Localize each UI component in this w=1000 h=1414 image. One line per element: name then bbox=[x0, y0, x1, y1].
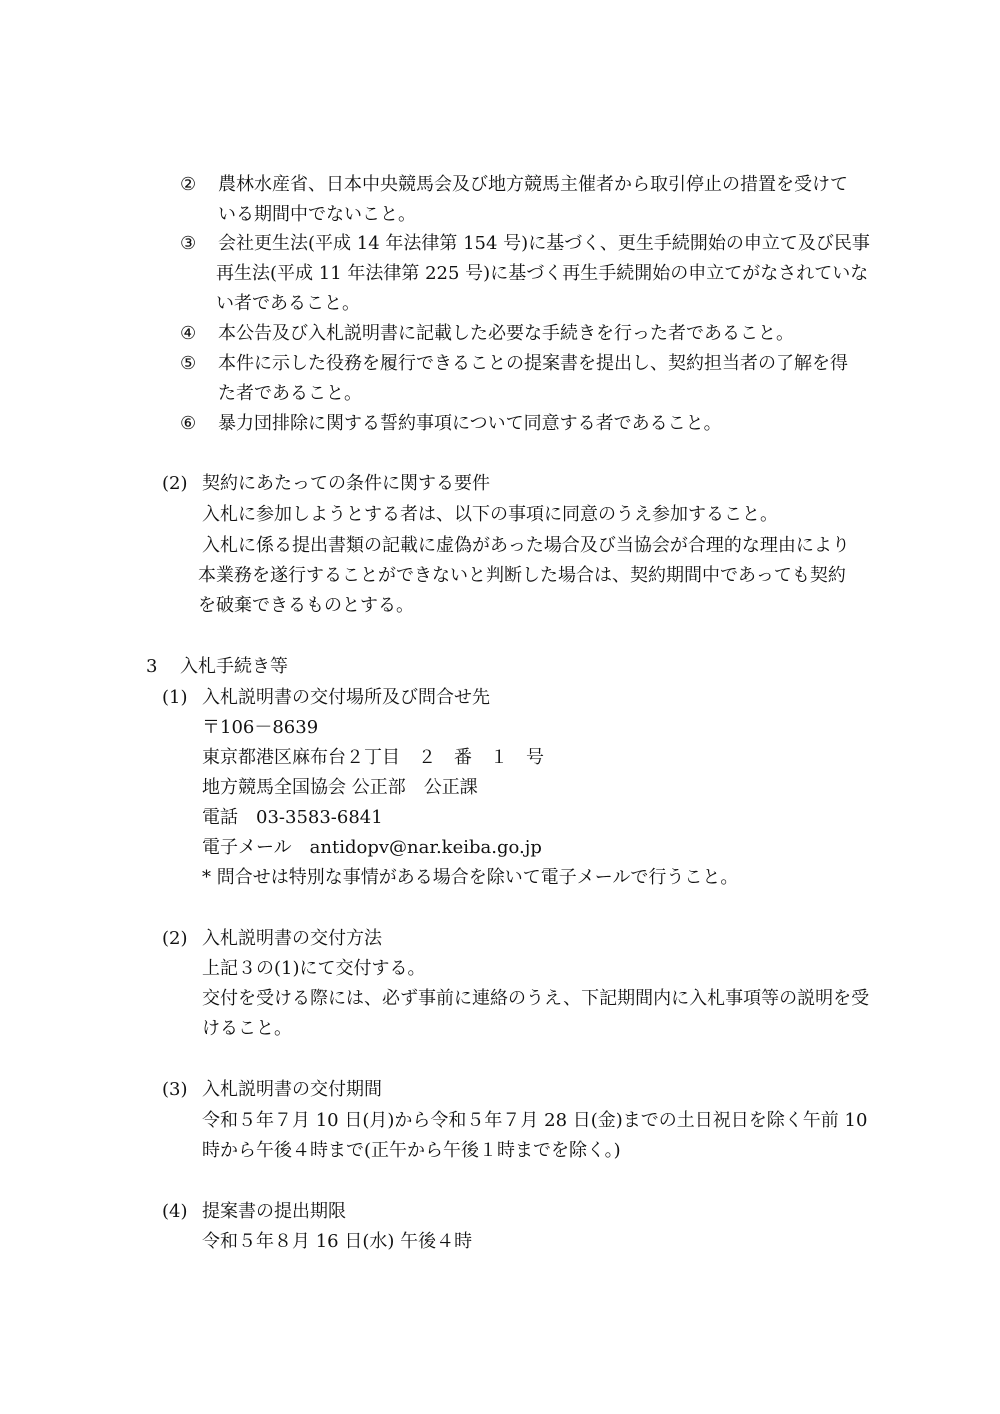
chapter-number: 3 bbox=[146, 656, 158, 677]
condition-number: ② bbox=[180, 174, 197, 195]
section-number: (2) bbox=[162, 473, 188, 494]
section-number: (1) bbox=[162, 687, 188, 708]
section-heading: 入札説明書の交付方法 bbox=[202, 928, 382, 949]
paragraph-line: 入札に参加しようとする者は、以下の事項に同意のうえ参加すること。 bbox=[202, 504, 778, 525]
section-heading: 入札説明書の交付場所及び問合せ先 bbox=[202, 687, 490, 708]
section-number: (3) bbox=[162, 1079, 188, 1100]
chapter-title: 入札手続き等 bbox=[180, 656, 288, 677]
paragraph-line: 令和５年７月 10 日(月)から令和５年７月 28 日(金)までの土日祝日を除く午前 10 bbox=[202, 1110, 868, 1131]
condition-text: 本公告及び入札説明書に記載した必要な手続きを行った者であること。 bbox=[218, 323, 794, 344]
section-heading: 契約にあたっての条件に関する要件 bbox=[202, 473, 490, 494]
paragraph-line: けること。 bbox=[202, 1018, 292, 1039]
section-heading: 入札説明書の交付期間 bbox=[202, 1079, 382, 1100]
address: 東京都港区麻布台２丁目 ２ 番 １ 号 bbox=[202, 747, 544, 768]
contact-note: * 問合せは特別な事情がある場合を除いて電子メールで行うこと。 bbox=[202, 867, 739, 888]
deadline-text: 令和５年８月 16 日(水) 午後４時 bbox=[202, 1231, 473, 1252]
condition-number: ⑤ bbox=[180, 353, 197, 374]
condition-text: た者であること。 bbox=[218, 383, 362, 404]
condition-text: 農林水産省、日本中央競馬会及び地方競馬主催者から取引停止の措置を受けて bbox=[218, 174, 848, 195]
condition-text: 暴力団排除に関する誓約事項について同意する者であること。 bbox=[218, 413, 722, 434]
condition-text: 会社更生法(平成 14 年法律第 154 号)に基づく、更生手続開始の申立て及び民事 bbox=[218, 233, 870, 254]
paragraph-line: 上記３の(1)にて交付する。 bbox=[202, 958, 426, 979]
section-number: (2) bbox=[162, 928, 188, 949]
condition-text: 再生法(平成 11 年法律第 225 号)に基づく再生手続開始の申立てがなされていな bbox=[216, 263, 869, 284]
organization: 地方競馬全国協会 公正部 公正課 bbox=[202, 777, 478, 798]
paragraph-line: を破棄できるものとする。 bbox=[198, 595, 414, 616]
section-number: (4) bbox=[162, 1201, 188, 1222]
condition-number: ③ bbox=[180, 233, 197, 254]
phone-number: 電話 03-3583-6841 bbox=[202, 807, 383, 828]
paragraph-line: 本業務を遂行することができないと判断した場合は、契約期間中であっても契約 bbox=[198, 565, 846, 586]
email-address: 電子メール antidopv@nar.keiba.go.jp bbox=[202, 837, 542, 858]
paragraph-line: 入札に係る提出書類の記載に虚偽があった場合及び当協会が合理的な理由により bbox=[202, 535, 850, 556]
condition-number: ④ bbox=[180, 323, 197, 344]
condition-text: い者であること。 bbox=[216, 293, 360, 314]
postal-code: 〒106－8639 bbox=[202, 717, 319, 738]
section-heading: 提案書の提出期限 bbox=[202, 1201, 346, 1222]
condition-text: いる期間中でないこと。 bbox=[218, 204, 416, 225]
condition-number: ⑥ bbox=[180, 413, 197, 434]
paragraph-line: 交付を受ける際には、必ず事前に連絡のうえ、下記期間内に入札事項等の説明を受 bbox=[202, 988, 870, 1009]
condition-text: 本件に示した役務を履行できることの提案書を提出し、契約担当者の了解を得 bbox=[218, 353, 848, 374]
paragraph-line: 時から午後４時まで(正午から午後１時までを除く。) bbox=[202, 1140, 621, 1161]
